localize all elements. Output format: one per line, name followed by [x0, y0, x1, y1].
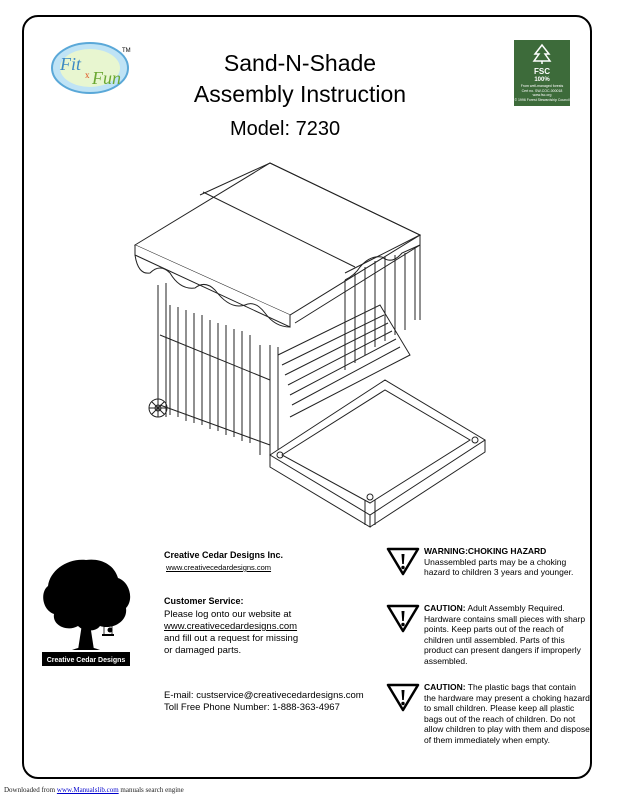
contact-email: E-mail: custservice@creativecedardesigns.com: [164, 690, 364, 701]
cs-line3: or damaged parts.: [164, 645, 242, 656]
company-website-link[interactable]: www.creativecedardesigns.com: [166, 563, 272, 572]
cs-line2: and fill out a request for missing: [164, 633, 299, 644]
warning-triangle-icon: [386, 546, 420, 576]
fsc-copyright: © 1996 Forest Stewardship Council: [514, 97, 570, 102]
footer-prefix: Downloaded from: [4, 786, 57, 794]
footer-suffix: manuals search engine: [118, 786, 184, 794]
creative-cedar-designs-logo: [38, 552, 134, 670]
model-number: Model: 7230: [230, 118, 341, 140]
logo-fit-text: Fit: [60, 54, 81, 74]
warning-1-text: Unassembled parts may be a choking hazard to children 3 years and younger.: [424, 556, 574, 577]
customer-service-heading: Customer Service:: [164, 596, 244, 606]
warning-3-text: The plastic bags that contain the hardware may present a choking hazard to small children. Please keep all plastic bags out of the reach of children. Do not allow children to play with them and dispose of them immediately when empty.: [424, 682, 590, 745]
warning-3-heading: CAUTION:: [424, 682, 466, 692]
warning-2-text: Adult Assembly Required. Hardware contains small pieces with sharp points. Keep parts out of the reach of children until assembled. Parts of this product can present dangers if improperly assembled.: [424, 603, 586, 666]
warning-triangle-icon: [386, 603, 420, 633]
customer-service-text: [164, 609, 334, 657]
tree-logo-caption: Creative Cedar Designs: [46, 657, 126, 664]
fsc-tree-icon: [531, 43, 553, 65]
warning-triangle-icon: [386, 682, 420, 712]
logo-tm-text: TM: [122, 48, 131, 54]
contact-phone: Toll Free Phone Number: 1-888-363-4967: [164, 702, 340, 713]
fsc-site: www.fsc.org: [532, 93, 552, 97]
fsc-logo: [514, 40, 570, 106]
document-title: [150, 48, 450, 110]
warning-2-heading: CAUTION:: [424, 603, 466, 613]
fsc-cert: Cert no. SW-COC-000018: [521, 88, 563, 93]
fsc-percent: 100%: [534, 77, 550, 83]
contact-info: [164, 690, 364, 714]
title-subtitle: Assembly Instruction: [193, 81, 407, 107]
title-product: Sand-N-Shade: [223, 50, 377, 76]
fsc-name: FSC: [534, 67, 550, 76]
logo-x-text: x: [85, 70, 90, 80]
fit-x-fun-logo: [50, 40, 136, 96]
warning-1-heading: WARNING:CHOKING HAZARD: [424, 546, 547, 556]
company-name: Creative Cedar Designs Inc.: [164, 550, 284, 560]
sandbox-illustration: [120, 155, 495, 540]
logo-fun-text: Fun: [92, 68, 121, 88]
fsc-tagline: From well-managed forests: [520, 84, 564, 88]
download-footer: [4, 786, 184, 794]
footer-manualslib-link[interactable]: www.Manualslib.com: [56, 786, 119, 794]
cs-line1: Please log onto our website at: [164, 609, 292, 620]
cs-website-link[interactable]: www.creativecedardesigns.com: [164, 621, 298, 632]
